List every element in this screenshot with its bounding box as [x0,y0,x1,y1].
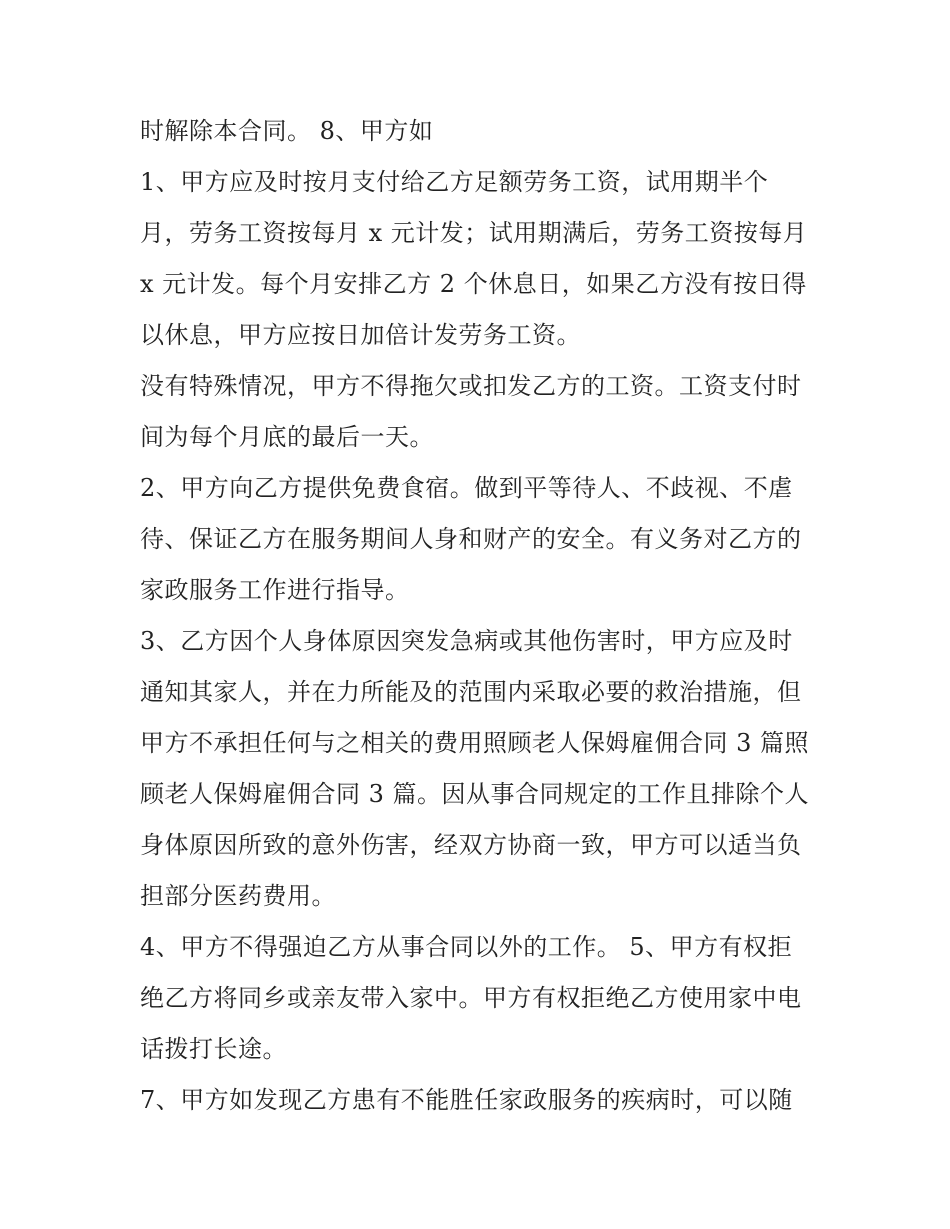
document-body [140,106,820,1126]
text-line: 时解除本合同。 8、甲方如 [140,117,434,145]
text-line: 绝乙方将同乡或亲友带入家中。甲方有权拒绝乙方使用家中电 [140,984,802,1012]
text-line: 4、甲方不得强迫乙方从事合同以外的工作。 5、甲方有权拒 [140,933,793,961]
text-line: 待、保证乙方在服务期间人身和财产的安全。有义务对乙方的 [140,525,802,553]
text-line: 身体原因所致的意外伤害，经双方协商一致，甲方可以适当负 [140,831,802,859]
text-line: 间为每个月底的最后一天。 [140,423,434,451]
text-line: 2、甲方向乙方提供免费食宿。做到平等待人、不歧视、不虐 [140,474,793,502]
text-line: 担部分医药费用。 [140,882,336,910]
text-line: 顾老人保姆雇佣合同 3 篇。因从事合同规定的工作且排除个人 [140,780,810,808]
text-line: 以休息，甲方应按日加倍计发劳务工资。 [140,321,581,349]
text-line: 月，劳务工资按每月 x 元计发；试用期满后，劳务工资按每月 [140,219,808,247]
text-line: 通知其家人，并在力所能及的范围内采取必要的救治措施，但 [140,678,802,706]
text-line: 甲方不承担任何与之相关的费用照顾老人保姆雇佣合同 3 篇照 [140,729,810,757]
text-line: 3、乙方因个人身体原因突发急病或其他伤害时，甲方应及时 [140,627,793,655]
text-line: 没有特殊情况，甲方不得拖欠或扣发乙方的工资。工资支付时 [140,372,802,400]
text-line: 家政服务工作进行指导。 [140,576,410,604]
text-line: 话拨打长途。 [140,1035,287,1063]
text-line: 7、甲方如发现乙方患有不能胜任家政服务的疾病时，可以随 [140,1086,793,1114]
text-line: 1、甲方应及时按月支付给乙方足额劳务工资，试用期半个 [140,168,769,196]
text-line: x 元计发。每个月安排乙方 2 个休息日，如果乙方没有按日得 [140,270,807,298]
